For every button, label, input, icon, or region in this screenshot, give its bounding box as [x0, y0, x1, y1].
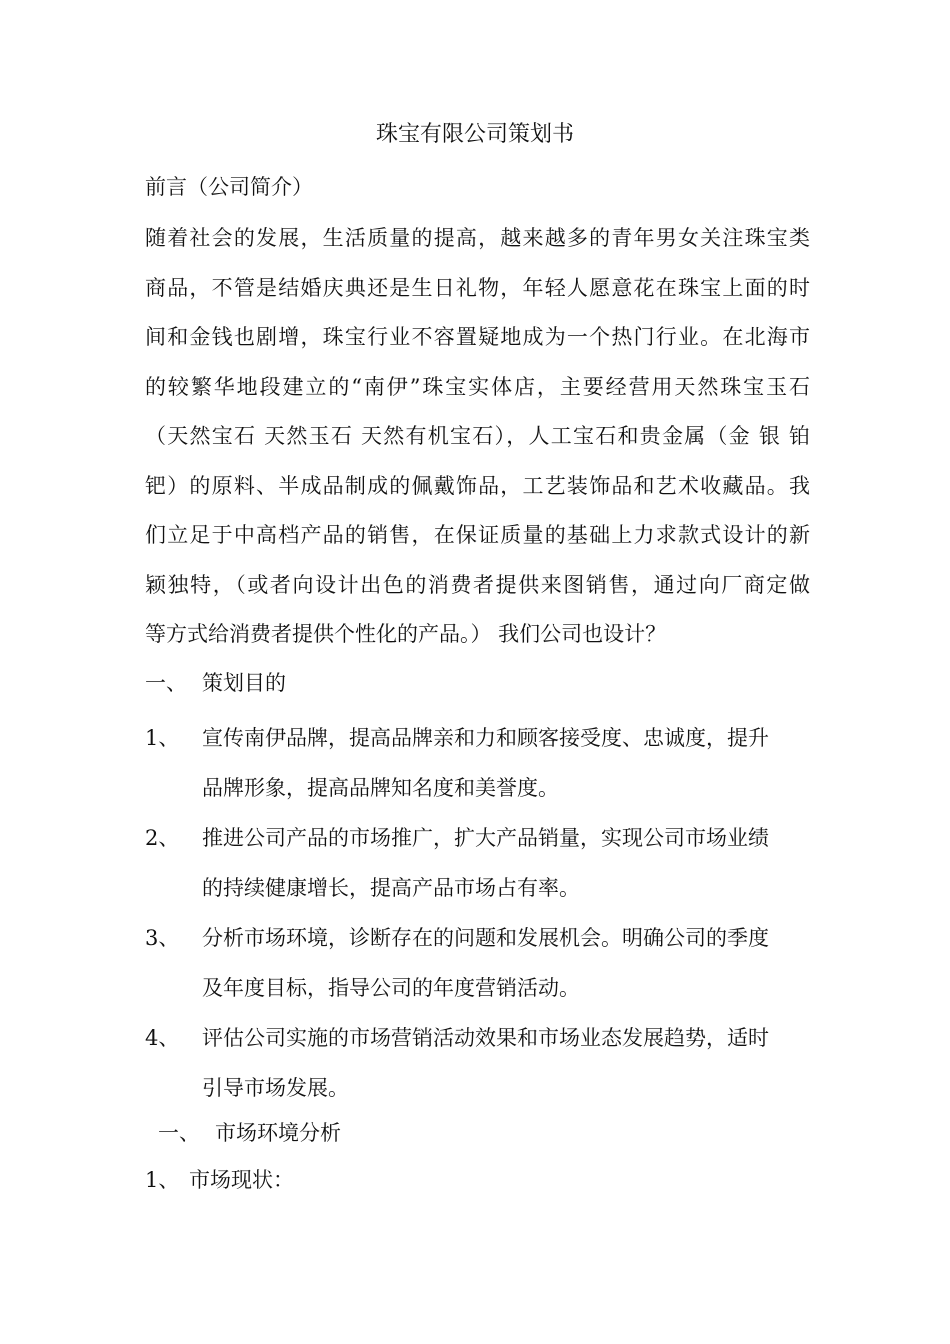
intro-line: 商品，不管是结婚庆典还是生日礼物，年轻人愿意花在珠宝上面的时: [145, 275, 810, 300]
section-title: 市场环境分析: [215, 1121, 341, 1145]
list-item-number: 1、: [145, 726, 180, 750]
list-item-text: [202, 1014, 810, 1113]
intro-line: 们立足于中高档产品的销售，在保证质量的基础上力求款式设计的新: [145, 523, 810, 547]
intro-line: 随着社会的发展，生活质量的提高，越来越多的青年男女关注珠宝类: [145, 226, 810, 250]
subsection-heading: [145, 1163, 294, 1197]
list-item: [145, 814, 810, 913]
list-item-line: 宣传南伊品牌，提高品牌亲和力和顾客接受度、忠诚度，提升: [202, 726, 769, 750]
list-item: [145, 1014, 810, 1113]
list-item-line: 及年度目标，指导公司的年度营销活动。: [202, 975, 580, 1000]
list-item: [145, 714, 810, 813]
section-title: 策划目的: [202, 671, 286, 695]
intro-line: 颖独特，（或者向设计出色的消费者提供来图销售，通过向厂商定做: [145, 572, 810, 597]
section-number: 一、: [158, 1121, 200, 1145]
list-item-text: [202, 714, 810, 813]
list-item-text: [202, 814, 810, 913]
intro-line: 钯）的原料、半成品制成的佩戴饰品，工艺装饰品和艺术收藏品。我: [145, 473, 810, 498]
intro-line: 间和金钱也剧增，珠宝行业不容置疑地成为一个热门行业。在北海市: [145, 325, 810, 349]
subsection-number: 1、: [145, 1168, 180, 1192]
section-heading-purpose: [145, 666, 810, 700]
document-title: 珠宝有限公司策划书: [375, 122, 574, 147]
preface-heading: 前言（公司简介）: [145, 175, 313, 199]
list-item-text: [202, 914, 810, 1013]
list-item-line: 评估公司实施的市场营销活动效果和市场业态发展趋势，适时: [202, 1026, 769, 1050]
list-item-line: 引导市场发展。: [202, 1075, 349, 1100]
list-item-line: 推进公司产品的市场推广，扩大产品销量，实现公司市场业绩: [202, 826, 769, 850]
list-item-line: 品牌形象，提高品牌知名度和美誉度。: [202, 775, 559, 800]
list-item-number: 4、: [145, 1026, 180, 1050]
section-number: 一、: [145, 671, 187, 695]
intro-line: 等方式给消费者提供个性化的产品。） 我们公司也设计？: [145, 622, 667, 646]
list-item-number: 2、: [145, 826, 180, 850]
list-item-line: 的持续健康增长，提高产品市场占有率。: [202, 875, 580, 900]
intro-line: 的较繁华地段建立的“南伊”珠宝实体店，主要经营用天然珠宝玉石: [145, 374, 810, 399]
intro-line: （天然宝石 天然玉石 天然有机宝石），人工宝石和贵金属（金 银 铂: [145, 424, 810, 448]
list-item-number: 3、: [145, 926, 180, 950]
section-heading-market: [158, 1116, 823, 1150]
intro-paragraph: [145, 214, 810, 660]
list-item: [145, 914, 810, 1013]
subsection-title: 市场现状：: [189, 1168, 294, 1192]
list-item-line: 分析市场环境，诊断存在的问题和发展机会。明确公司的季度: [202, 926, 769, 950]
